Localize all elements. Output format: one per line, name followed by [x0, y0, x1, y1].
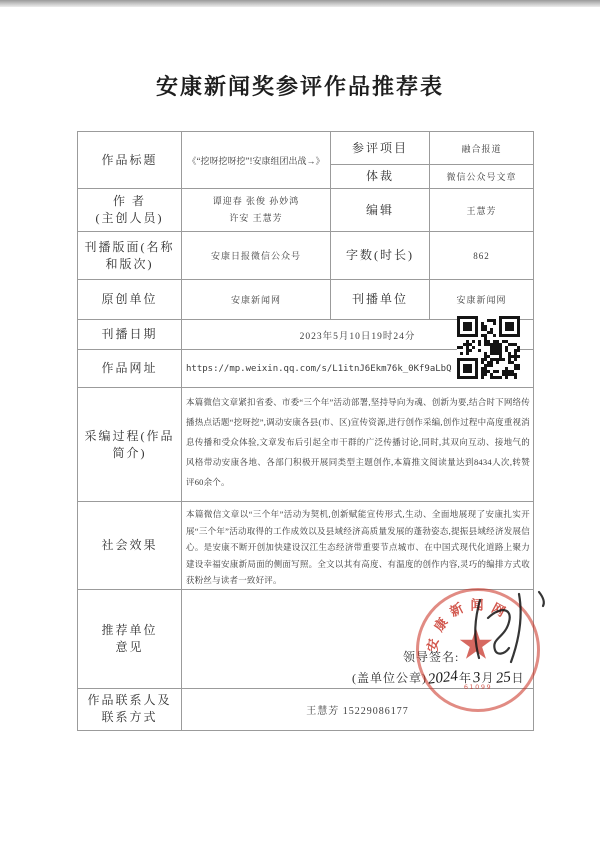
author-value — [182, 189, 331, 232]
article-qr-code — [457, 316, 520, 379]
recommendation-label — [78, 589, 182, 688]
word-count-label: 字数(时长) — [331, 232, 430, 280]
handwritten-day: 25 — [494, 668, 512, 687]
entry-category-value: 融合报道 — [430, 132, 534, 165]
leader-signature-label: 领导签名: — [403, 649, 460, 664]
publish-unit-label: 刊播单位 — [331, 280, 430, 320]
seal-date-line — [352, 669, 525, 687]
publish-date-label: 刊播日期 — [78, 320, 182, 350]
stamp-char-5: 网 — [489, 600, 508, 620]
author-label — [78, 189, 182, 232]
genre-label: 体裁 — [331, 165, 430, 189]
word-count-value: 862 — [430, 232, 534, 280]
social-effect-label: 社会效果 — [78, 502, 182, 590]
stamp-char-4: 闻 — [470, 597, 484, 613]
original-unit-label: 原创单位 — [78, 280, 182, 320]
publish-date-value: 2023年5月10日19时24分 — [182, 320, 534, 350]
recommendation-form-table — [77, 131, 534, 731]
month-suffix: 月 — [481, 670, 495, 685]
stamp-serial-number: 61099 — [463, 683, 493, 691]
publish-unit-value: 安康新闻网 — [430, 280, 534, 320]
process-label: 采编过程(作品简介) — [78, 388, 182, 502]
author-label-line1: 作 者 — [112, 194, 146, 208]
work-url-value: https://mp.weixin.qq.com/s/L1itnJ6Ekm76k_0Kf9aLbQ — [182, 350, 534, 388]
work-title-label: 作品标题 — [78, 132, 182, 189]
handwritten-month: 3 — [472, 669, 482, 686]
original-unit-value: 安康新闻网 — [182, 280, 331, 320]
genre-value: 微信公众号文章 — [430, 165, 534, 189]
scan-artifact-band — [0, 0, 600, 7]
publication-page-value: 安康日报微信公众号 — [182, 232, 331, 280]
day-suffix: 日 — [511, 670, 525, 685]
process-value: 本篇微信文章紧扣省委、市委“三个年”活动部署,坚持导向为魂、创新为要,结合时下网络传播热点话题“挖呀挖”,调动安康各县(市、区)宣传资源,进行创作采编,创作过程中高度重视消息传播和受众体验,文章发布后引起全市干群的广泛传播讨论,同时,其双向互动、接地气的风格带动安康各地、各部门积极开展同类型主题创作,本篇推文阅读量达到8434人次,转赞评60余个。 — [182, 388, 534, 502]
editor-value: 王慧芳 — [430, 189, 534, 232]
stamp-star-icon: ★ — [457, 619, 495, 669]
contact-label: 作品联系人及联系方式 — [78, 688, 182, 730]
seal-prefix: (盖单位公章) — [352, 670, 427, 685]
editor-label: 编辑 — [331, 189, 430, 232]
recommendation-label-line2: 意见 — [115, 639, 144, 654]
recommendation-label-line1: 推荐单位 — [101, 622, 158, 637]
work-url-label: 作品网址 — [78, 350, 182, 388]
entry-category-label: 参评项目 — [331, 132, 430, 165]
contact-value: 王慧芳 15229086177 — [182, 688, 534, 730]
stamp-char-3: 新 — [447, 600, 466, 620]
stamp-char-1: 安 — [424, 637, 442, 653]
author-value-line2: 许安 王慧芳 — [229, 213, 283, 223]
publication-page-label: 刊播版面(名称和版次) — [78, 232, 182, 280]
page-title: 安康新闻奖参评作品推荐表 — [155, 74, 444, 99]
year-suffix: 年 — [459, 670, 473, 685]
author-value-line1: 谭迎春 张俊 孙妙鸿 — [212, 196, 300, 206]
work-title-value: 《“挖呀挖呀挖”!安康组团出战→》 — [182, 132, 331, 189]
handwritten-year: 2024 — [427, 667, 459, 688]
recommendation-opinion-cell — [182, 589, 534, 688]
social-effect-value: 本篇微信文章以“三个年”活动为契机,创新赋能宣传形式,生动、全面地展现了安康扎实开展“三个年”活动取得的工作成效以及县域经济高质量发展的蓬勃姿态,提振县域经济发展信心。是安康不断开创加快建设汉江生态经济带重要节点城市、在中国式现代化道路上聚力建设幸福安康新局面的侧面写照。全文以其有高度、有温度的创作内容,灵巧的编排方式收获粉丝与读者一致好评。 — [182, 502, 534, 590]
stamp-char-2: 康 — [430, 614, 451, 635]
qr-code-pattern — [457, 316, 520, 379]
author-label-line2: (主创人员) — [95, 211, 164, 225]
